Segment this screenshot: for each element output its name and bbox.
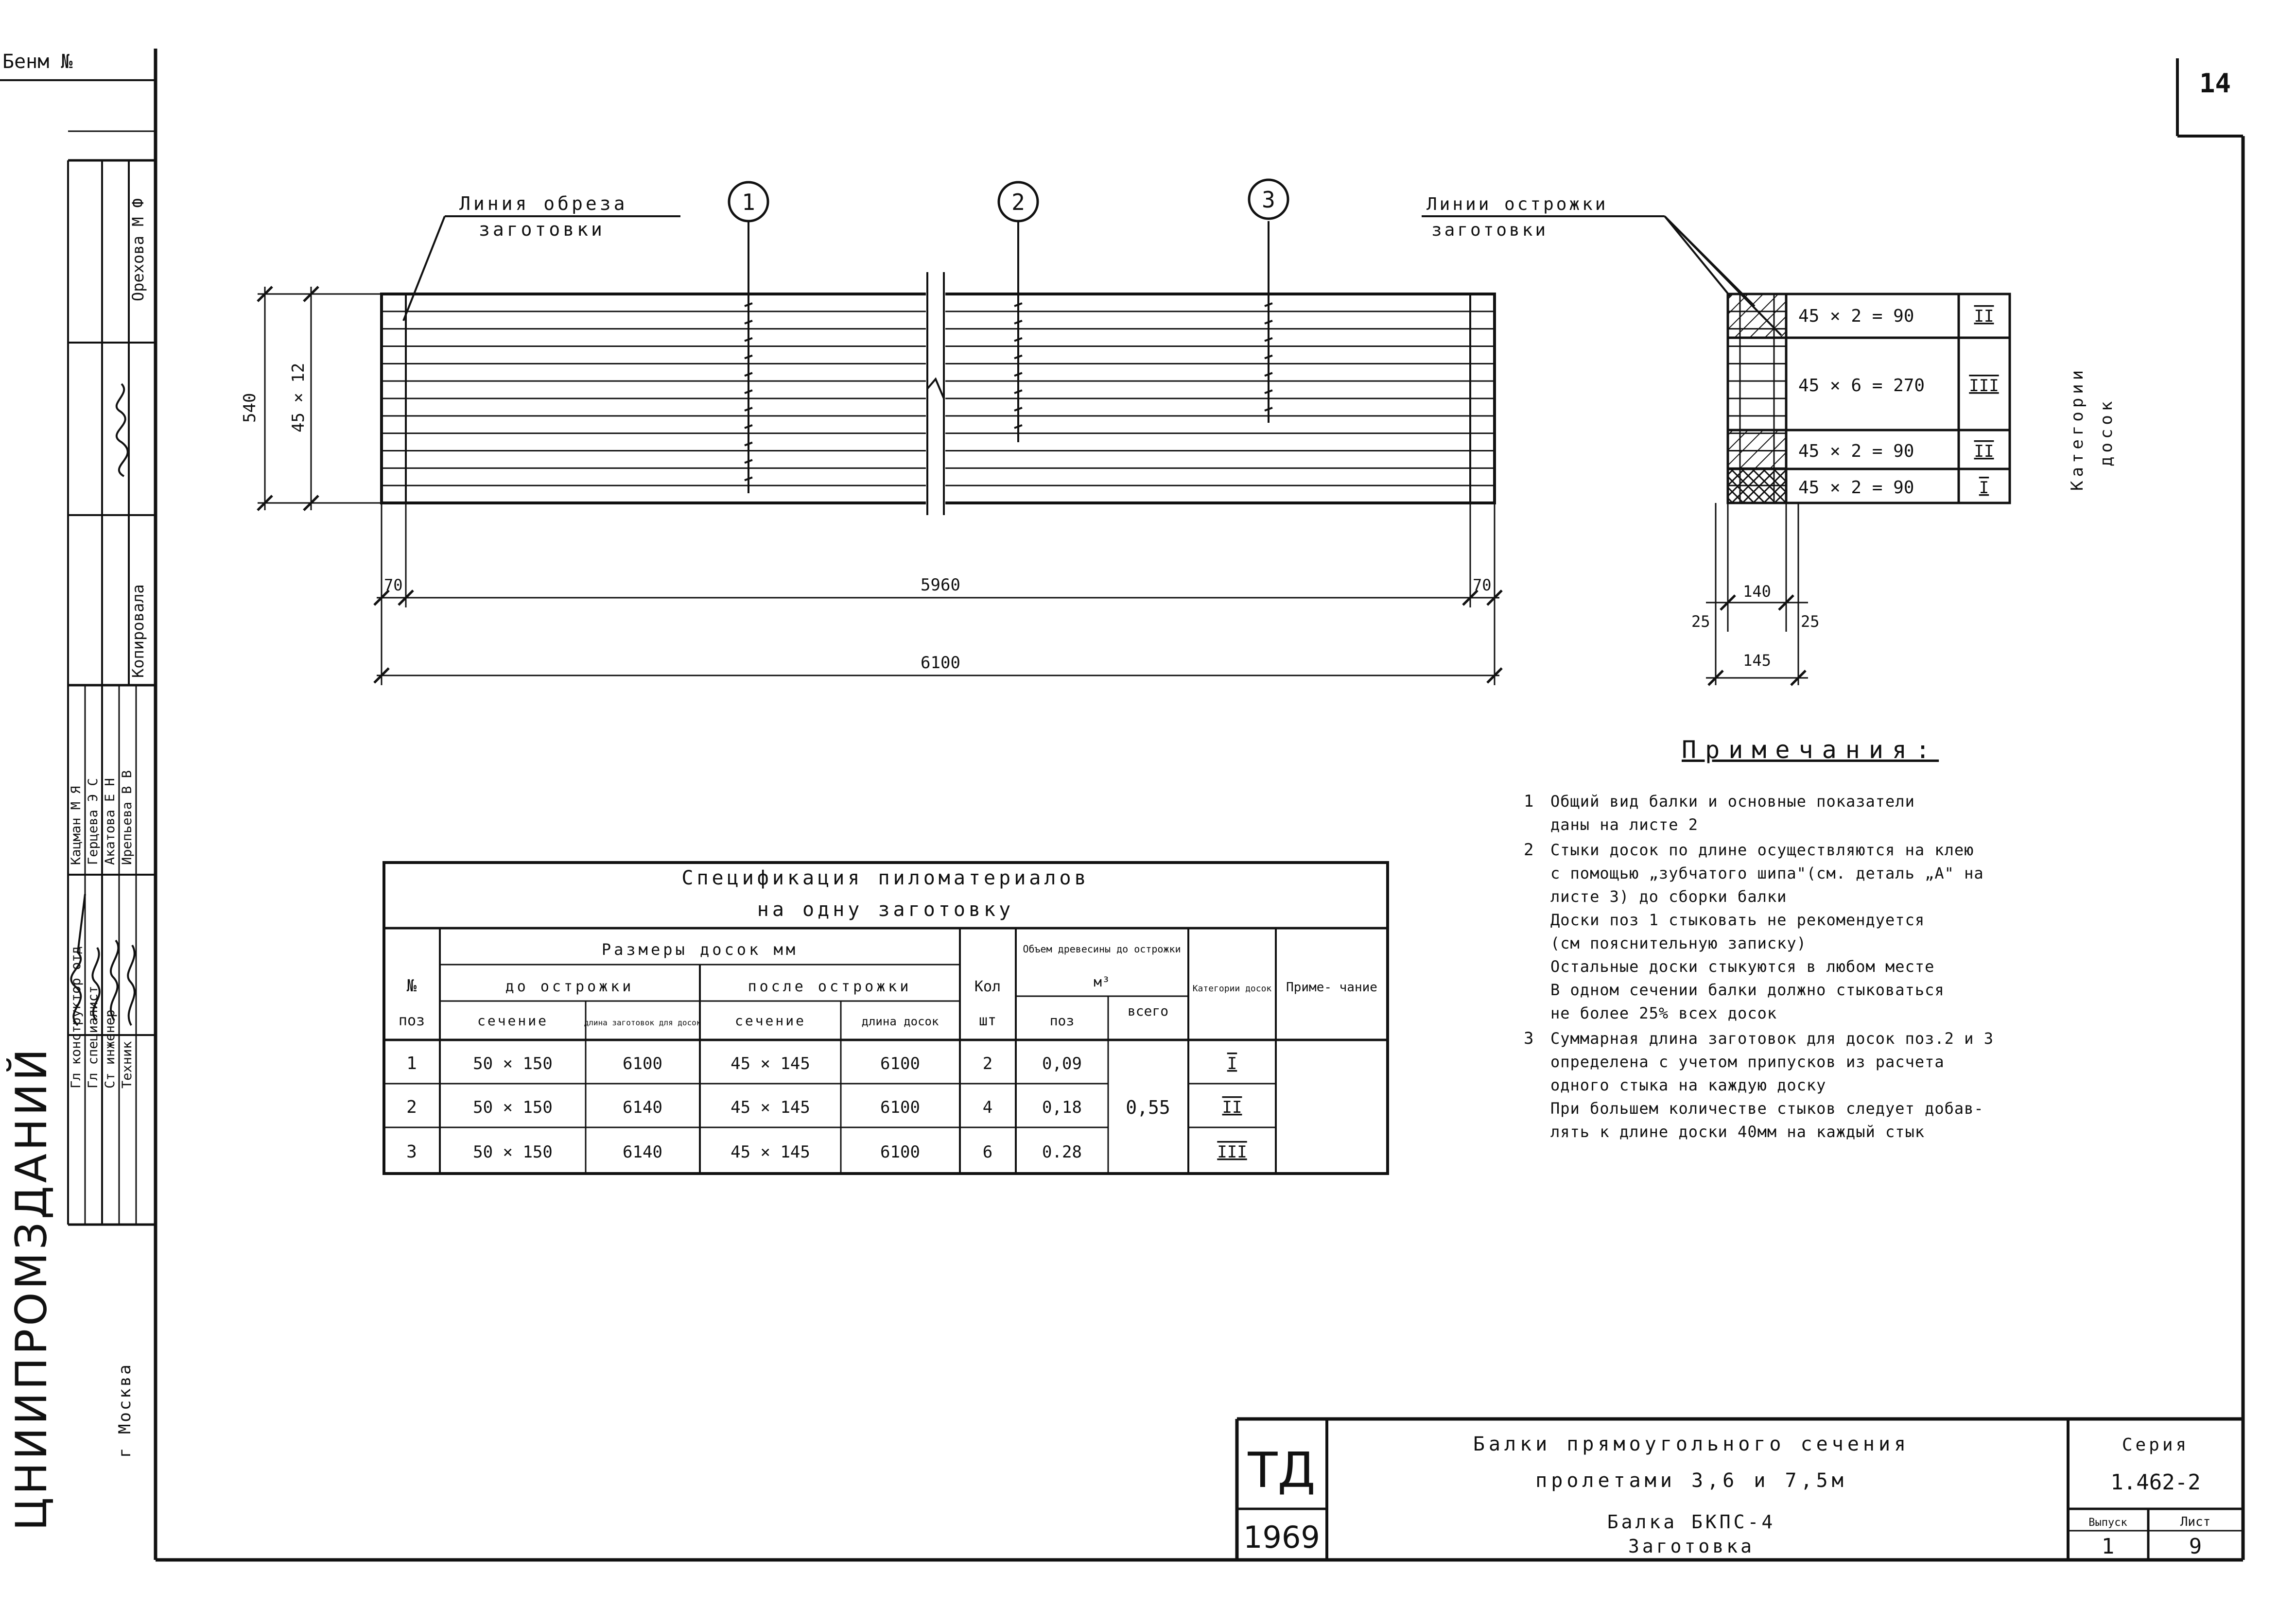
hdr-section: сечение (477, 1013, 549, 1029)
copied-label: Копировала (129, 584, 147, 678)
cell-blank-len: 6140 (623, 1142, 662, 1162)
note-1-line-2: даны на листе 2 (1550, 815, 1698, 834)
dim-mid-length: 5960 (921, 575, 960, 595)
org-city: г Москва (115, 1363, 135, 1458)
leader-tick (1014, 373, 1022, 376)
notes (1524, 736, 1994, 1141)
hdr-poz: поз (398, 1012, 425, 1029)
notes-title: Примечания: (1682, 736, 1939, 764)
callout-1-label: 1 (742, 189, 755, 215)
leader-tick (745, 356, 752, 359)
cell-sec-after: 45 × 145 (731, 1054, 810, 1073)
note-3-line-2: определена с учетом припусков из расчета (1550, 1053, 1945, 1071)
leader-tick (1265, 356, 1272, 359)
dim-height-boards: 45 × 12 (289, 363, 308, 432)
note-3-line-3: одного стыка на каждую доску (1550, 1076, 1826, 1094)
cell-cat: III (1217, 1142, 1247, 1162)
leader-tick (745, 460, 752, 463)
issue-label: Выпуск (2088, 1517, 2127, 1529)
leader-tick (1014, 356, 1022, 359)
role-1: Гл конструктор отд (69, 946, 84, 1089)
spec-row-2 (406, 1097, 1242, 1117)
doc-subtitle-2: Заготовка (1628, 1536, 1755, 1557)
note-2-line-7: В одном сечении балки должно стыковаться (1550, 981, 1945, 999)
hdr-qty-unit: шт (978, 1012, 997, 1029)
dim-total-length: 6100 (921, 653, 960, 673)
hdr-category: Категории досок (1192, 984, 1272, 994)
leader-tick (1014, 321, 1022, 324)
page-number: 14 (2199, 68, 2231, 99)
callout-leaders (403, 216, 1781, 493)
hdr-after: после острожки (748, 978, 912, 995)
cell-vol: 0,18 (1042, 1098, 1082, 1117)
leader-tick (745, 443, 752, 446)
note-1-line-1: Общий вид балки и основные показатели (1550, 792, 1915, 811)
cell-vol: 0.28 (1042, 1142, 1082, 1162)
zone-2-category: III (1969, 376, 1999, 396)
leader-tick (1265, 373, 1272, 376)
note-2-line-5: (см пояснительную записку) (1550, 934, 1807, 952)
role-3: Ст инженер (103, 1009, 118, 1089)
note-2-line-6: Остальные доски стыкуются в любом месте (1550, 957, 1935, 976)
leader-tick (1014, 338, 1022, 341)
spec-title-1: Спецификация пиломатериалов (681, 867, 1090, 889)
role-4: Техник (120, 1041, 135, 1089)
cell-board-len: 6100 (880, 1054, 920, 1073)
leader-tick (745, 373, 752, 376)
doc-title-2: пролетами 3,6 и 7,5м (1535, 1469, 1847, 1492)
note-3-line-4: При большем количестве стыков следует добав- (1550, 1099, 1984, 1118)
doc-title-1: Балки прямоугольного сечения (1473, 1433, 1910, 1455)
zone-1-formula: 45 × 2 = 90 (1798, 306, 1914, 326)
copied-signature (117, 384, 128, 476)
hdr-no: № (406, 976, 417, 996)
leader-tick (745, 321, 752, 324)
note-3-line-1: Суммарная длина заготовок для досок поз.2 и 3 (1550, 1029, 1994, 1048)
break-line (926, 272, 945, 515)
hdr-section-after: сечение (734, 1013, 806, 1029)
spec-row-3 (406, 1142, 1247, 1162)
name-2: Герцева Э С (86, 778, 101, 865)
cell-qty: 6 (982, 1142, 993, 1162)
side-label-2: досок (2097, 397, 2116, 467)
zone-4-category: I (1979, 478, 1989, 498)
callout-2-label: 2 (1011, 189, 1025, 215)
year: 1969 (1243, 1520, 1320, 1555)
leader-tick (1265, 321, 1272, 324)
leader-tick (745, 408, 752, 411)
cell-vol: 0,09 (1042, 1054, 1082, 1073)
hdr-qty: Кол (974, 978, 1001, 995)
org-name: ЦНИИПРОМЗДАНИЙ (6, 1046, 56, 1531)
dim-left-offset: 70 (384, 576, 403, 594)
spec-title-2: на одну заготовку (757, 899, 1014, 921)
leader-tick (745, 425, 752, 428)
note-3-line-5: лять к длине доски 40мм на каждый стык (1550, 1123, 1925, 1141)
issue: 1 (2101, 1534, 2115, 1559)
role-2: Гл специалист (86, 985, 101, 1089)
cell-qty: 2 (982, 1054, 993, 1073)
callout-3-label: 3 (1262, 187, 1275, 213)
hdr-vol-poz: поз (1049, 1013, 1075, 1029)
cell-sec-before: 50 × 150 (473, 1098, 553, 1117)
cell-sec-after: 45 × 145 (731, 1098, 810, 1117)
cell-poz: 3 (406, 1142, 417, 1162)
hdr-volume-unit: м³ (1094, 974, 1110, 990)
note-2-line-1: Стыки досок по длине осуществляются на клею (1550, 841, 1974, 859)
cell-qty: 4 (982, 1098, 993, 1117)
hdr-board-len: длина досок (861, 1015, 939, 1028)
side-label-1: Категории (2068, 366, 2087, 491)
leader-tick (745, 477, 752, 480)
leader-tick (1265, 390, 1272, 393)
cell-sec-before: 50 × 150 (473, 1142, 553, 1162)
leader-tick (1014, 303, 1022, 306)
zone-4-formula: 45 × 2 = 90 (1798, 478, 1914, 498)
leader-tick (1014, 408, 1022, 411)
sheet-frame (156, 49, 2243, 1560)
cell-poz: 2 (406, 1097, 417, 1117)
hdr-before: до острожки (505, 978, 634, 995)
leader-tick (1014, 390, 1022, 393)
note-3-num: 3 (1524, 1029, 1534, 1048)
leader-tick (1014, 425, 1022, 428)
hdr-vol-total: всего (1127, 1003, 1169, 1019)
series: 1.462-2 (2110, 1470, 2201, 1495)
cell-blank-len: 6140 (623, 1098, 662, 1117)
note-2-line-3: листе 3) до сборки балки (1550, 887, 1787, 906)
zone-3-category: II (1974, 442, 1994, 461)
callout-1 (729, 182, 768, 221)
series-label: Серия (2122, 1435, 2190, 1455)
hdr-blank-len: длина заготовок для досок (584, 1018, 701, 1027)
sheet-label: Лист (2180, 1515, 2211, 1529)
hdr-sizes: Размеры досок мм (601, 940, 799, 959)
planing-label-2: заготовки (1431, 220, 1548, 240)
zone-2-formula: 45 × 6 = 270 (1798, 376, 1925, 396)
copied-name: Орехова М Ф (129, 198, 147, 301)
zone-3-formula: 45 × 2 = 90 (1798, 441, 1914, 461)
cell-sec-after: 45 × 145 (731, 1142, 810, 1162)
note-2-num: 2 (1524, 840, 1534, 860)
leader-tick (1265, 303, 1272, 306)
cell-poz: 1 (406, 1054, 417, 1073)
name-3: Акатова Е Н (103, 778, 118, 865)
td-mark: ТД (1248, 1442, 1316, 1499)
note-2-line-2: с помощью „зубчатого шипа"(см. деталь „А" на (1550, 864, 1984, 882)
planing-label-1: Линии острожки (1426, 194, 1608, 214)
dim-height-total: 540 (240, 393, 260, 423)
leader-tick (1265, 408, 1272, 411)
dim-right-cut: 25 (1801, 612, 1820, 631)
spec-row-1 (406, 1054, 1237, 1073)
cell-board-len: 6100 (880, 1142, 920, 1162)
hdr-note: Приме- чание (1286, 980, 1377, 995)
sheet-no: 9 (2189, 1534, 2202, 1559)
cell-cat: I (1227, 1054, 1237, 1073)
dim-inner-width: 140 (1743, 582, 1771, 601)
dim-right-offset: 70 (1473, 576, 1492, 594)
cut-line-label-1: Линия обреза (459, 193, 628, 214)
cell-sec-before: 50 × 150 (473, 1054, 553, 1073)
leader-tick (745, 303, 752, 306)
dim-left-cut: 25 (1691, 612, 1710, 631)
cut-line-label-2: заготовки (479, 219, 605, 240)
inventory-label: Бенм № (2, 51, 73, 73)
leader-tick (745, 390, 752, 393)
vol-total: 0,55 (1126, 1097, 1170, 1118)
doc-subtitle-1: Балка БКПС-4 (1607, 1511, 1776, 1533)
leader-tick (745, 338, 752, 341)
hdr-volume: Объем древесины до острожки (1023, 943, 1181, 955)
callout-2 (999, 182, 1038, 221)
note-2-line-8: не более 25% всех досок (1550, 1004, 1777, 1022)
note-2-line-4: Доски поз 1 стыковать не рекомендуется (1550, 911, 1925, 929)
dim-total-width: 145 (1743, 651, 1771, 670)
name-4: Ирепьева В В (120, 770, 135, 865)
name-1: Кацман М Я (69, 786, 84, 865)
cell-blank-len: 6100 (623, 1054, 662, 1073)
leader-tick (1265, 338, 1272, 341)
zone-1-category: II (1974, 307, 1994, 326)
note-1-num: 1 (1524, 792, 1534, 811)
callout-tick-marks (745, 303, 1272, 480)
cell-cat: II (1222, 1098, 1242, 1117)
cell-board-len: 6100 (880, 1098, 920, 1117)
callout-3 (1249, 180, 1288, 219)
